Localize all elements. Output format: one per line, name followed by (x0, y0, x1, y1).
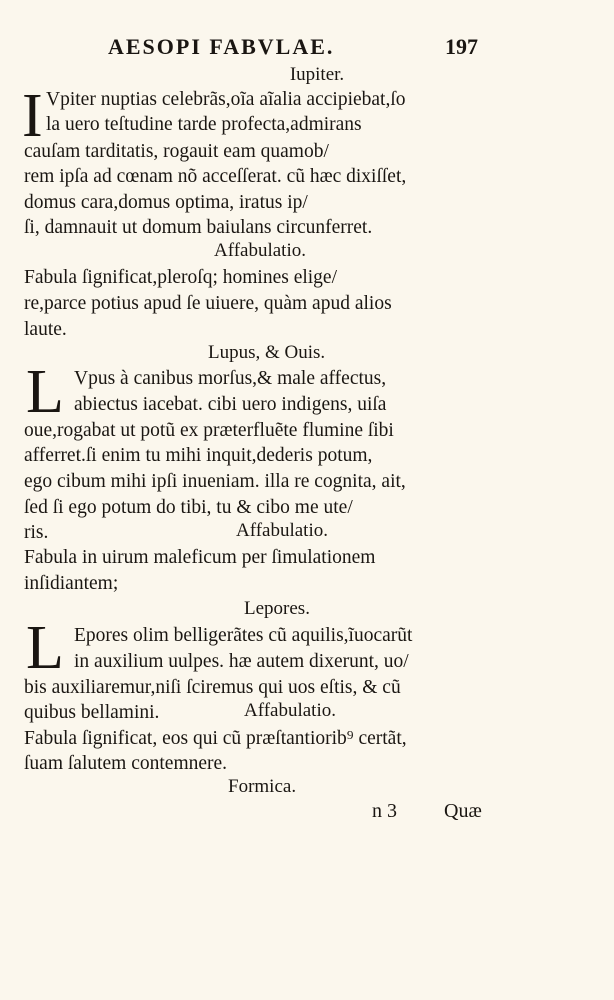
text-line: Vpiter nuptias celebrãs,oĩa aĩalia accipiebat,ſo (46, 89, 406, 110)
text-line: ego cibum mihi ipſi inueniam. illa re cognita, ait, (24, 471, 406, 492)
text-line: afferret.ſi enim tu mihi inquit,dederis potum, (24, 445, 373, 466)
text-line: quibus bellamini. (24, 702, 160, 723)
moral-line: ſuam ſalutem contemnere. (24, 753, 228, 774)
moral-line: inſidiantem; (24, 573, 119, 594)
fable-title: Lupus, & Ouis. (208, 342, 326, 363)
moral-heading: Affabulatio. (244, 700, 336, 721)
moral-line: Fabula in uirum maleficum per ſimulationem (24, 547, 376, 568)
text-line: Epores olim belligerãtes cũ aquilis,ĩuocarũt (74, 625, 413, 646)
drop-cap-initial: L (26, 614, 64, 682)
signature-mark: n 3 (372, 800, 397, 822)
moral-line: Fabula ſignificat,pleroſq; homines elige/ (24, 267, 338, 288)
fable-title: Lepores. (244, 598, 310, 619)
moral-heading: Affabulatio. (236, 520, 328, 541)
text-line: in auxilium uulpes. hæ autem dixerunt, uo/ (74, 651, 409, 672)
page-number: 197 (445, 34, 478, 59)
page-header (108, 34, 478, 64)
text-line: rem ipſa ad cœnam nõ acceſſerat. cũ hæc dixiſſet, (24, 166, 407, 187)
text-line: abiectus iacebat. cibi uero indigens, uiſa (74, 394, 387, 415)
moral-line: Fabula ſignificat, eos qui cũ præſtantiorib⁹ certãt, (24, 728, 407, 749)
moral-heading: Affabulatio. (214, 240, 306, 261)
moral-line: laute. (24, 319, 67, 340)
fable-title: Iupiter. (289, 64, 345, 85)
text-line: bis auxiliaremur,niſi ſciremus qui uos eſtis, & cũ (24, 677, 401, 698)
text-line: cauſam tarditatis, rogauit eam quamob/ (24, 141, 329, 162)
next-fable-title: Formica. (228, 776, 297, 797)
moral-line: re,parce potius apud ſe uiuere, quàm apud alios (24, 293, 392, 314)
text-line: oue,rogabat ut potũ ex præterfluẽte flumine ſibi (24, 420, 394, 441)
drop-cap-initial: L (26, 358, 64, 426)
text-line: ris. (24, 522, 49, 543)
text-line: domus cara,domus optima, iratus ip/ (24, 192, 308, 213)
text-line: ſi, damnauit ut domum baiulans circunferret. (24, 217, 373, 238)
running-title: AESOPI FABVLAE. (108, 34, 335, 59)
text-line: Vpus à canibus morſus,& male affectus, (74, 368, 387, 389)
text-line: la uero teſtudine tarde profecta,admirans (46, 114, 362, 135)
catchword: Quæ (444, 800, 482, 822)
drop-cap-initial: I (22, 82, 43, 150)
text-line: ſed ſi ego potum do tibi, tu & cibo me ute/ (24, 497, 353, 518)
